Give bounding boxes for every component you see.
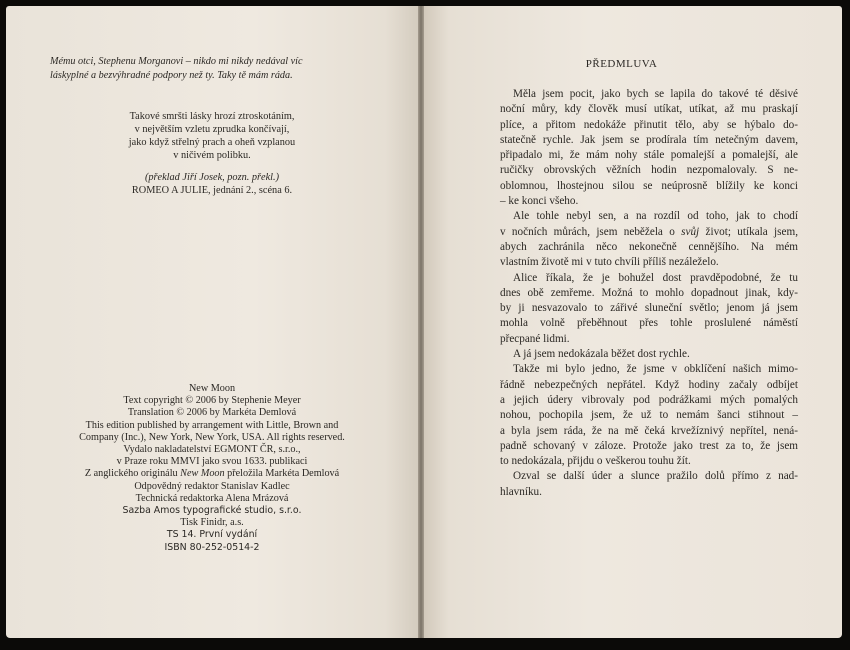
right-page	[424, 6, 842, 638]
colophon-credit: Tisk Finidr, a.s.	[180, 517, 244, 529]
text-line: Takže mi bylo jedno, že jsme v obklíčení našich mimo-	[513, 363, 798, 376]
text-line: vlastním životě mi v tuto chvíli příliš nezáleželo.	[500, 256, 719, 269]
text-line: to nedokázala, přijdu o veškerou touhu žít.	[500, 455, 691, 468]
colophon-translation-line	[6, 468, 418, 480]
text-line: noční můry, kdy člověk musí utíkat, utíkat, až mu praskají	[500, 103, 798, 116]
epigraph-line: Takové smršti lásky hrozí ztroskotáním,	[129, 111, 295, 122]
colophon-line: Translation © 2006 by Markéta Demlová	[127, 407, 297, 419]
text-line: Ozval se další úder a slunce pražilo dolů přímo z nad-	[513, 470, 798, 483]
colophon-translation-prefix: Z anglického originálu	[84, 468, 181, 480]
text-line: ručičky obrovských věžních hodin nezpomalovaly. S ne-	[500, 164, 798, 177]
colophon-line: v Praze roku MMVI jako svou 1633. publikaci	[116, 456, 308, 468]
text-line: A já jsem nedokázala běžet dost rychle.	[513, 348, 690, 361]
text-line: přecpané lidmi.	[500, 332, 570, 345]
text-line: oblomnou, lhostejnou silou se neúprosně blížily ke konci	[500, 179, 798, 192]
text-line: v nočních můrách, jsem neběžela o svůj život; utíkala jsem,	[500, 225, 798, 238]
epigraph	[12, 110, 412, 197]
paragraph	[500, 469, 798, 500]
text-line: připadalo mi, že mám nohy stále pomalejší a pomalejší, ale	[500, 149, 798, 162]
epigraph-translator-note: (překlad Jiří Josek, pozn. překl.)	[144, 172, 280, 183]
epigraph-source: ROMEO A JULIE, jednání 2., scéna 6.	[131, 185, 293, 196]
text-line: plíce, a přitom nedokáže přinutit tělo, aby se hýbalo do-	[500, 118, 798, 131]
colophon-line: Company (Inc.), New York, New York, USA. All rights reserved.	[79, 431, 345, 443]
epigraph-line: v ničivém polibku.	[173, 150, 251, 161]
text-line: a byla jsem ráda, že na mě čeká krvežíznivý nepřítel, nená-	[500, 424, 798, 437]
chapter-title: PŘEDMLUVA	[585, 58, 658, 70]
chapter-body-text	[500, 87, 798, 500]
epigraph-line: jako když střelný prach a oheň vzplanou	[128, 137, 296, 148]
paragraph	[500, 362, 798, 469]
text-line: Ale tohle nebyl sen, a na rozdíl od toho, jak to chodí	[513, 210, 798, 223]
text-line: nohou, pochopila jsem, že už to nemám šanci stihnout –	[500, 409, 798, 422]
text-line: Měla jsem pocit, jako bych se lapila do takové té děsivé	[513, 88, 798, 100]
text-line: abych zachránila něco nekonečně cennějšího. Na mém	[500, 240, 798, 253]
paragraph	[500, 209, 798, 270]
colophon	[6, 383, 418, 554]
text-line: by ji nesvazovalo to zářivé sluneční světlo; jenom já jsem	[500, 302, 798, 315]
dedication	[50, 55, 400, 83]
dedication-line: Mému otci, Stephenu Morganovi – nikdo mi nikdy nedával víc	[50, 56, 303, 67]
emphasized-word: svůj	[681, 225, 700, 238]
colophon-line: Vydalo nakladatelství EGMONT ČR, s.r.o.,	[123, 444, 301, 456]
text-line: Alice říkala, že je bohužel dost pravděpodobné, že tu	[513, 271, 798, 284]
text-line: padně schovaný v záloze. Protože jako trest za to, že jsem	[500, 439, 798, 452]
text-line: statečně rychle. Jak jsem se prodírala tím netečným davem,	[500, 133, 798, 146]
dedication-line: láskyplné a bezvýhradné podpory než ty. Taky tě mám ráda.	[50, 70, 293, 81]
colophon-credit: TS 14. První vydání	[166, 529, 258, 541]
isbn: ISBN 80-252-0514-2	[164, 541, 260, 553]
colophon-line: This edition published by arrangement with Little, Brown and	[85, 419, 339, 431]
text-line: hlavníku.	[500, 485, 542, 498]
colophon-line: Text copyright © 2006 by Stephenie Meyer	[123, 395, 301, 407]
left-page	[6, 6, 418, 638]
paragraph	[500, 87, 798, 209]
colophon-credit: Sazba Amos typografické studio, s.r.o.	[122, 505, 302, 517]
colophon-translation-suffix: přeložila Markéta Demlová	[224, 468, 340, 480]
colophon-original-title: New Moon	[180, 468, 225, 480]
colophon-line: New Moon	[188, 383, 236, 394]
paragraph	[500, 271, 798, 347]
text-line: řádně nebezpečných nepřátel. Když hodiny začaly odbíjet	[500, 378, 798, 391]
colophon-credit: Odpovědný redaktor Stanislav Kadlec	[134, 480, 290, 492]
text-line: – ke konci všeho.	[500, 195, 579, 208]
colophon-credit: Technická redaktorka Alena Mrázová	[135, 492, 289, 504]
text-line: dnes obě zemřeme. Možná to mohlo dopadnout jinak, kdy-	[500, 286, 798, 299]
epigraph-line: v největším vzletu zprudka končívají,	[134, 124, 290, 135]
text-line: mohla volně přeběhnout přes tohle proslulené náměstí	[500, 317, 798, 330]
paragraph	[500, 347, 798, 362]
text-line: a jejich údery vibrovaly pod podrážkami mých pomalých	[500, 393, 798, 406]
